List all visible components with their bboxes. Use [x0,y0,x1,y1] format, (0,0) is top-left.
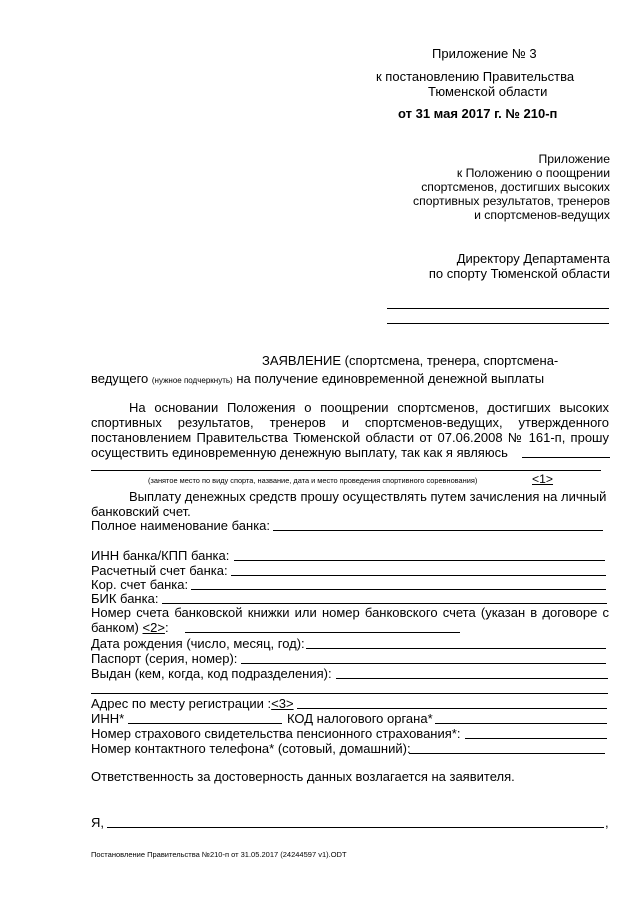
phone-field[interactable] [409,753,605,754]
sub-appendix-line: спортсменов, достигших высоких [421,180,610,194]
addressee-blank-2[interactable] [387,323,609,324]
addressee-line: по спорту Тюменской области [428,266,610,281]
footnote-ref-3[interactable]: <3> [271,696,294,711]
appendix-number: Приложение № 3 [432,46,537,61]
bank-name-field[interactable] [273,530,603,531]
paragraph-line: постановлением Правительства Тюменской области от 07.06.2008 № 161-п, прошу [91,430,609,445]
snils-field[interactable] [465,738,607,739]
statement-title [262,353,558,368]
statement-word: ЗАЯВЛЕНИЕ [262,353,342,368]
addressee-line: Директору Департамента [456,251,610,266]
status-blank[interactable] [522,457,610,458]
status-blank-line[interactable] [91,470,601,471]
underline-note: (нужное подчеркнуть) [151,376,233,385]
statement-paren: (спортсмена, тренера, спортсмена- [344,353,559,368]
statement-title-line2 [91,371,544,388]
title-leading: ведущего [91,371,149,386]
sub-appendix-line: спортивных результатов, тренеров [413,194,610,208]
passport-label: Паспорт (серия, номер): [91,651,238,666]
corr-account-label: Кор. счет банка: [91,577,189,592]
footer-doc-ref: Постановление Правительства №210-п от 31.05.2017 (24244597 v1).ODT [91,850,347,859]
i-label: Я, [91,815,104,830]
account-number-label: Номер счета банковской книжки или номер банковского счета (указан в договоре с [91,605,609,620]
inn-kpp-field[interactable] [234,560,605,561]
applicant-name-field[interactable] [107,827,604,828]
title-trailing: на получение единовременной денежной выплаты [236,371,545,386]
bik-label: БИК банка: [91,591,159,606]
account-number-field[interactable] [185,632,460,633]
trailing-comma: , [605,815,609,830]
paragraph-line: банковский счет. [91,504,191,519]
region-name: Тюменской области [428,84,548,99]
paragraph-line: На основании Положения о поощрении спортсменов, достигших высоких [129,400,609,415]
bank-name-label: Полное наименование банка: [91,518,271,533]
settlement-account-label: Расчетный счет банка: [91,563,228,578]
account-number-label-2: банком) <2>: [91,620,169,635]
status-hint: (занятое место по виду спорта, название, дата и место проведения спортивного соревнования) [148,476,478,485]
phone-label: Номер контактного телефона* (сотовый, домашний): [91,741,411,756]
account-bank-text: банком) [91,620,139,635]
addressee-blank-1[interactable] [387,308,609,309]
address-text: Адрес по месту регистрации : [91,696,272,711]
issued-by-field[interactable] [336,678,608,679]
birth-date-field[interactable] [306,648,606,649]
inn-kpp-label: ИНН банка/КПП банка: [91,548,230,563]
issued-by-label: Выдан (кем, когда, код подразделения): [91,666,332,681]
inn-label: ИНН* [91,711,125,726]
corr-account-field[interactable] [191,589,606,590]
paragraph-line: спортивных результатов, тренеров и спортсменов-ведущих, утвержденного [91,415,609,430]
tax-code-label: КОД налогового органа* [287,711,433,726]
paragraph-line: осуществить единовременную денежную выплату, так как я являюсь [91,445,508,460]
sub-appendix-line: и спортсменов-ведущих [474,208,610,222]
issued-by-field-line2[interactable] [91,693,608,694]
footnote-ref-2[interactable]: <2> [142,620,165,635]
responsibility-note: Ответственность за достоверность данных возлагается на заявителя. [91,769,515,784]
settlement-account-field[interactable] [231,575,606,576]
passport-field[interactable] [241,663,606,664]
sub-appendix-line: к Положению о поощрении [456,166,610,180]
footnote-ref-1[interactable]: <1> [532,472,554,486]
address-label [91,696,294,711]
resolution-ref: к постановлению Правительства [376,69,575,84]
birth-date-label: Дата рождения (число, месяц, год): [91,636,305,651]
snils-label: Номер страхового свидетельства пенсионного страхования*: [91,726,461,741]
inn-field[interactable] [128,723,282,724]
address-field[interactable] [297,708,607,709]
sub-appendix-title: Приложение [538,152,610,166]
resolution-date-number: от 31 мая 2017 г. № 210-п [398,106,558,121]
paragraph-line: Выплату денежных средств прошу осуществлять путем зачисления на личный [129,489,607,504]
tax-code-field[interactable] [435,723,607,724]
bik-field[interactable] [162,603,607,604]
